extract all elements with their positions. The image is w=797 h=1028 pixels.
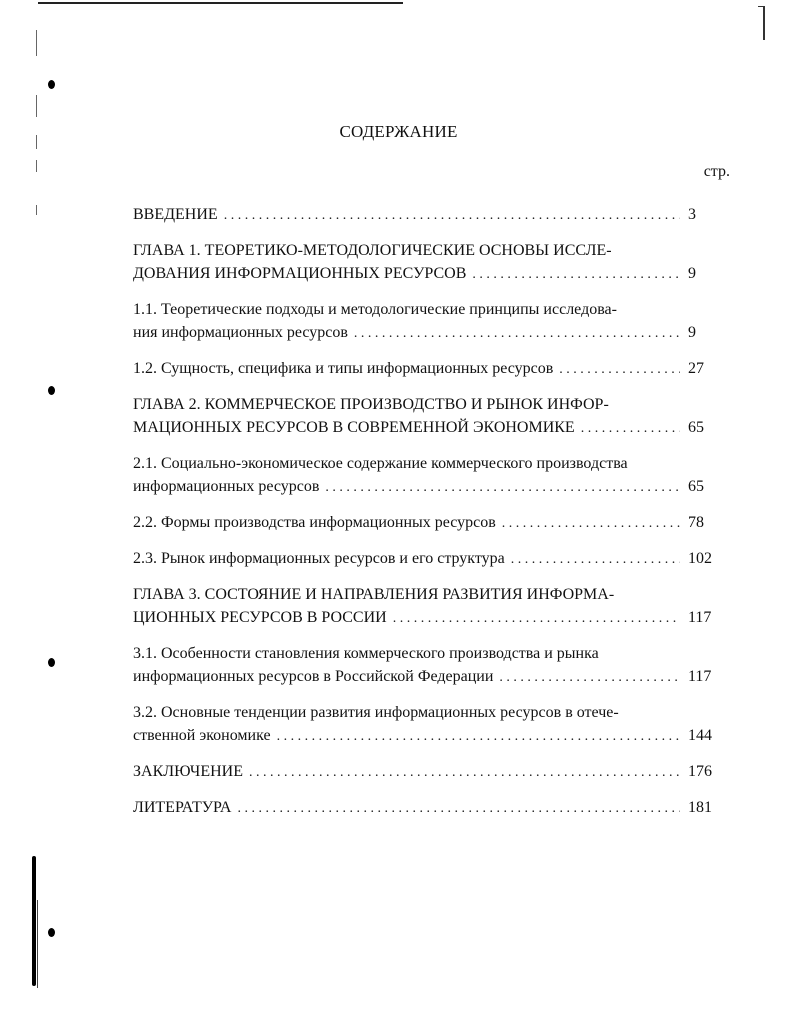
margin-tick <box>36 160 37 172</box>
toc-entry-title: ственной экономике <box>133 727 271 744</box>
toc-entry-title: информационных ресурсов <box>133 478 320 495</box>
dot-leader <box>393 607 680 630</box>
dot-leader <box>325 476 680 499</box>
toc-entry-title: 1.2. Сущность, специфика и типы информационных ресурсов <box>133 360 554 377</box>
toc-entry-last-line <box>133 796 720 820</box>
toc-entry-title: информационных ресурсов в Российской Федерации <box>133 668 494 685</box>
punch-hole <box>48 658 55 667</box>
page-column-label: стр. <box>703 163 730 180</box>
toc-entry <box>133 583 720 630</box>
toc-entry-line: 3.1. Особенности становления коммерческого производства и рынка <box>133 645 599 662</box>
punch-hole <box>48 928 55 937</box>
dot-leader <box>354 322 680 345</box>
toc-entry-last-line <box>133 724 720 748</box>
margin-tick <box>36 30 37 56</box>
margin-tick <box>36 95 37 117</box>
toc-entry <box>133 452 720 499</box>
toc-entry-title: ния информационных ресурсов <box>133 324 348 341</box>
page-number: 65 <box>688 478 704 495</box>
toc-entry-last-line <box>133 262 720 286</box>
toc-entry-title: ВВЕДЕНИЕ <box>133 206 218 223</box>
toc-entry-last-line <box>133 321 720 345</box>
scan-top-line <box>38 2 403 4</box>
page-number: 117 <box>688 609 712 626</box>
toc-entry-last-line <box>133 606 720 630</box>
dot-leader <box>224 204 680 227</box>
toc-entry-title: ДОВАНИЯ ИНФОРМАЦИОННЫХ РЕСУРСОВ <box>133 265 467 282</box>
dot-leader <box>237 797 680 820</box>
punch-hole <box>48 386 55 395</box>
page-number: 9 <box>688 324 696 341</box>
page-number: 9 <box>688 265 696 282</box>
page-number: 144 <box>688 727 712 744</box>
toc-entry <box>133 760 720 784</box>
page-number: 181 <box>688 799 712 816</box>
margin-tick <box>36 205 37 215</box>
toc-entry-line: 1.1. Теоретические подходы и методологические принципы исследова- <box>133 301 617 318</box>
page-number: 78 <box>688 514 704 531</box>
toc-entry-last-line <box>133 203 720 227</box>
toc-entry-last-line <box>133 547 720 571</box>
toc-entry-title: 2.3. Рынок информационных ресурсов и его структура <box>133 550 505 567</box>
dot-leader <box>249 761 680 784</box>
toc-entry-line: ГЛАВА 3. СОСТОЯНИЕ И НАПРАВЛЕНИЯ РАЗВИТИЯ ИНФОРМА- <box>133 586 615 603</box>
dot-leader <box>277 725 680 748</box>
dot-leader <box>502 512 680 535</box>
dot-leader <box>511 548 680 571</box>
toc-entry <box>133 511 720 535</box>
page-number: 3 <box>688 206 696 223</box>
toc-entry-last-line <box>133 511 720 535</box>
page-number: 27 <box>688 360 704 377</box>
toc-entry <box>133 203 720 227</box>
toc-entry-last-line <box>133 665 720 689</box>
toc-entry-line: 3.2. Основные тенденции развития информационных ресурсов в отече- <box>133 704 619 721</box>
punch-hole <box>48 80 55 89</box>
toc-entry-title: ЦИОННЫХ РЕСУРСОВ В РОССИИ <box>133 609 387 626</box>
scan-right-mark <box>763 6 765 40</box>
page-number: 102 <box>688 550 712 567</box>
page-number: 176 <box>688 763 712 780</box>
dot-leader <box>581 417 680 440</box>
toc-entry-title: ЛИТЕРАТУРА <box>133 799 232 816</box>
toc-entry <box>133 357 720 381</box>
toc-entry <box>133 642 720 689</box>
table-of-contents <box>133 203 720 832</box>
page-number: 117 <box>688 668 712 685</box>
toc-entry-last-line <box>133 475 720 499</box>
toc-entry-title: 2.2. Формы производства информационных ресурсов <box>133 514 496 531</box>
toc-entry <box>133 239 720 286</box>
dot-leader <box>499 666 680 689</box>
toc-entry <box>133 298 720 345</box>
toc-entry <box>133 796 720 820</box>
toc-entry-line: 2.1. Социально-экономическое содержание коммерческого производства <box>133 455 628 472</box>
page-number: 65 <box>688 419 704 436</box>
binding-edge-line <box>37 900 38 988</box>
toc-entry-title: МАЦИОННЫХ РЕСУРСОВ В СОВРЕМЕННОЙ ЭКОНОМИКЕ <box>133 419 575 436</box>
toc-entry <box>133 393 720 440</box>
toc-entry-line: ГЛАВА 1. ТЕОРЕТИКО-МЕТОДОЛОГИЧЕСКИЕ ОСНОВЫ ИССЛЕ- <box>133 242 612 259</box>
toc-entry <box>133 701 720 748</box>
toc-entry-last-line <box>133 760 720 784</box>
toc-entry-last-line <box>133 357 720 381</box>
dot-leader <box>559 358 680 381</box>
toc-entry-last-line <box>133 416 720 440</box>
toc-entry-line: ГЛАВА 2. КОММЕРЧЕСКОЕ ПРОИЗВОДСТВО И РЫНОК ИНФОР- <box>133 396 609 413</box>
toc-entry <box>133 547 720 571</box>
page-title: СОДЕРЖАНИЕ <box>339 122 458 141</box>
binding-edge-mark <box>32 856 36 986</box>
dot-leader <box>472 263 680 286</box>
toc-entry-title: ЗАКЛЮЧЕНИЕ <box>133 763 243 780</box>
